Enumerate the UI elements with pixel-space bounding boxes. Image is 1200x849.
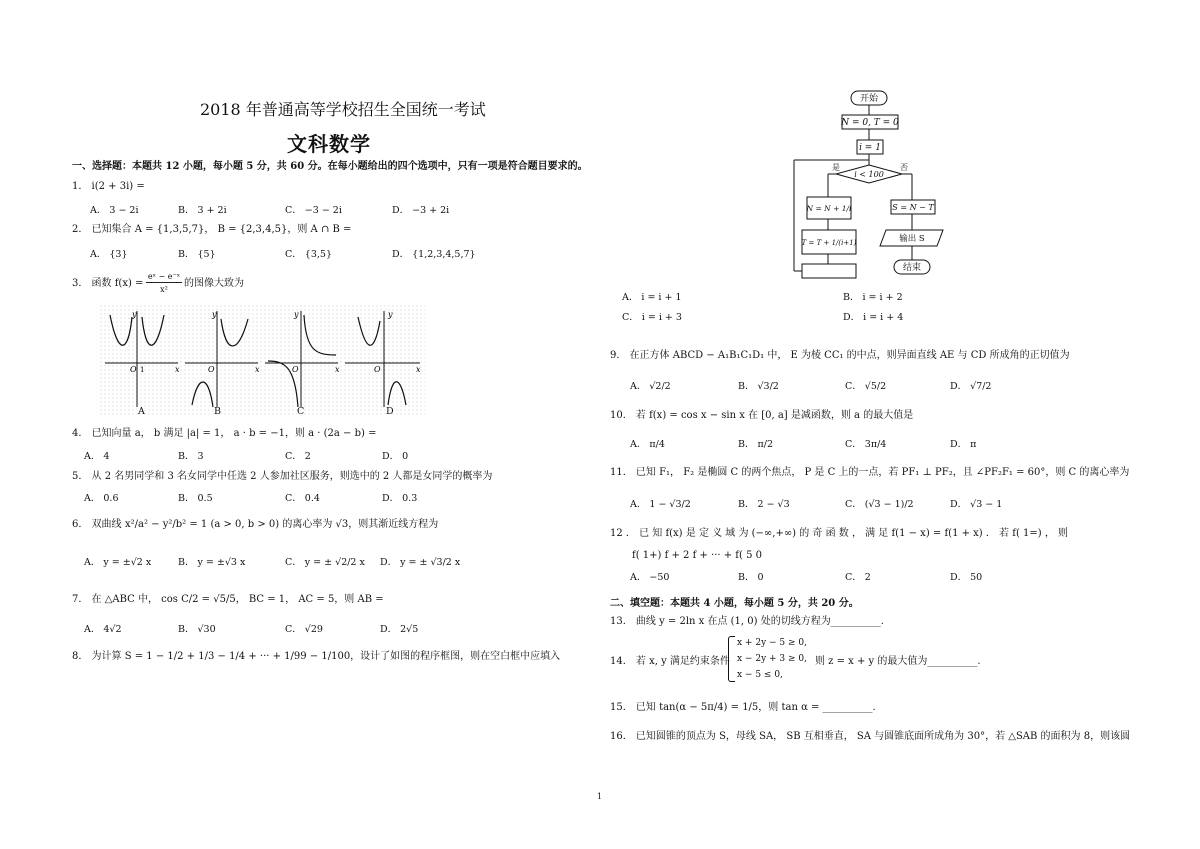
q5-option-b: B． 0.5	[178, 493, 213, 504]
section-fill-heading: 二、填空题：本题共 4 小题，每小题 5 分，共 20 分。	[610, 598, 859, 609]
question-14-lead: 14． 若 x, y 满足约束条件	[610, 656, 730, 667]
q7-option-d: D． 2√5	[380, 624, 419, 635]
page-number: 1	[597, 792, 603, 801]
graph-a-one: 1	[140, 366, 145, 374]
graph-c-origin: O	[292, 365, 299, 374]
graph-a-y-label: y	[132, 310, 137, 319]
q3-label-b: B	[214, 406, 221, 417]
question-16: 16． 已知圆锥的顶点为 S，母线 SA， SB 互相垂直， SA 与圆锥底面所成角为 30°，若 △SAB 的面积为 8，则该圆	[610, 731, 1131, 742]
graph-b-origin: O	[208, 365, 215, 374]
q8-option-d: D． i = i + 4	[843, 312, 904, 323]
q11-option-d: D． √3 − 1	[950, 499, 1003, 510]
question-1: 1． i(2 + 3i) =	[72, 181, 145, 192]
question-4: 4． 已知向量 a， b 满足 |a| = 1， a · b = −1，则 a · (2a − b) =	[72, 428, 377, 439]
question-13: 13． 曲线 y = 2ln x 在点 (1, 0) 处的切线方程为__________.	[610, 616, 884, 627]
q1-option-d: D． −3 + 2i	[392, 205, 450, 216]
q1-option-c: C． −3 − 2i	[285, 205, 342, 216]
q8-option-c: C． i = i + 3	[622, 312, 682, 323]
q11-option-c: C． (√3 − 1)/2	[845, 499, 914, 510]
q9-option-a: A． √2/2	[630, 381, 671, 392]
question-14-tail: 则 z = x + y 的最大值为__________.	[815, 656, 981, 667]
q8-option-b: B． i = i + 2	[843, 292, 903, 303]
q3-label-c: C	[297, 406, 305, 417]
q6-option-c: C． y = ± √2/2 x	[285, 557, 365, 568]
question-9: 9． 在正方体 ABCD − A₁B₁C₁D₁ 中， E 为棱 CC₁ 的中点，则异面直线 AE 与 CD 所成角的正切值为	[610, 350, 1070, 361]
q12-option-b: B． 0	[738, 572, 764, 583]
flow-end: 结束	[902, 263, 922, 273]
q14-constraint-2: x − 2y + 3 ≥ 0,	[737, 654, 807, 664]
q2-option-b: B． {5}	[178, 249, 216, 260]
flow-no-label: 否	[900, 163, 908, 172]
graph-c-y-label: y	[294, 310, 299, 319]
question-3-lead: 3． 函数 f(x) =	[72, 278, 144, 289]
flow-start: 开始	[859, 94, 879, 104]
flow-init: N = 0, T = 0	[841, 118, 899, 128]
graph-b-y-label: y	[212, 310, 217, 319]
q2-option-c: C． {3,5}	[285, 249, 332, 260]
question-5: 5． 从 2 名男同学和 3 名女同学中任选 2 人参加社区服务，则选中的 2 人都是女同学的概率为	[72, 471, 493, 482]
question-6-tail: x²/a² − y²/b² = 1 (a > 0, b > 0) 的离心率为 √3，则其渐近线方程为	[125, 519, 439, 530]
q3-label-a: A	[138, 406, 145, 417]
question-3-tail: 的图像大致为	[184, 278, 244, 289]
graph-c-x-label: x	[335, 365, 340, 374]
graph-d-y-label: y	[388, 310, 393, 319]
q4-option-b: B． 3	[178, 451, 204, 462]
q14-brace	[728, 636, 735, 682]
q11-option-b: B． 2 − √3	[738, 499, 790, 510]
section-choice-heading: 一、选择题：本题共 12 小题，每小题 5 分，共 60 分。在每小题给出的四个选项中，只有一项是符合题目要求的。	[72, 161, 588, 172]
q5-option-d: D． 0.3	[382, 493, 418, 504]
flow-n-update: N = N + 1/i	[806, 204, 852, 213]
flow-condition: i < 100	[854, 170, 884, 179]
graph-d-origin: O	[374, 365, 381, 374]
question-15: 15． 已知 tan(α − 5π/4) = 1/5，则 tan α = __________.	[610, 702, 876, 713]
q4-option-d: D． 0	[382, 451, 409, 462]
q9-option-c: C． √5/2	[845, 381, 887, 392]
flow-output: 输出 S	[899, 234, 925, 244]
question-11: 11． 已知 F₁， F₂ 是椭圆 C 的两个焦点， P 是 C 上的一点，若 PF₁ ⊥ PF₂，且 ∠PF₂F₁ = 60°，则 C 的离心率为	[610, 467, 1130, 478]
q6-option-d: D． y = ± √3/2 x	[380, 557, 461, 568]
q7-option-b: B． √30	[178, 624, 216, 635]
question-2: 2． 已知集合 A = {1,3,5,7}， B = {2,3,4,5}，则 A ∩ B =	[72, 224, 352, 235]
question-7: 7． 在 △ABC 中， cos C/2 = √5/5， BC = 1， AC = 5，则 AB =	[72, 594, 384, 605]
q7-option-c: C． √29	[285, 624, 323, 635]
q14-constraint-3: x − 5 ≤ 0,	[737, 670, 783, 680]
q6-option-b: B． y = ±√3 x	[178, 557, 246, 568]
graph-a-x-label: x	[175, 365, 180, 374]
graph-b-x-label: x	[255, 365, 260, 374]
q9-option-d: D． √7/2	[950, 381, 992, 392]
q11-option-a: A． 1 − √3/2	[630, 499, 691, 510]
q12-option-d: D． 50	[950, 572, 983, 583]
q10-option-b: B． π/2	[738, 439, 773, 450]
q2-option-d: D． {1,2,3,4,5,7}	[392, 249, 476, 260]
q1-option-a: A． 3 − 2i	[90, 205, 139, 216]
q10-option-d: D． π	[950, 439, 977, 450]
q2-option-a: A． {3}	[90, 249, 128, 260]
question-12-line2: f( 1+) f + 2 f + ··· + f( 5 0	[632, 550, 762, 561]
q1-option-b: B． 3 + 2i	[178, 205, 227, 216]
flow-t-update: T = T + 1/(i+1)	[801, 239, 857, 247]
question-8: 8． 为计算 S = 1 − 1/2 + 1/3 − 1/4 + ··· + 1/99 − 1/100，设计了如图的程序框图，则在空白框中应填入	[72, 651, 561, 662]
q4-option-a: A． 4	[84, 451, 110, 462]
graph-d-x-label: x	[416, 365, 421, 374]
q3-fraction-numerator: eˣ − e⁻ˣ	[147, 272, 181, 281]
flow-s-compute: S = N − T	[892, 203, 934, 212]
q5-option-a: A． 0.6	[84, 493, 119, 504]
q3-label-d: D	[386, 406, 394, 417]
question-10: 10． 若 f(x) = cos x − sin x 在 [0, a] 是减函数，则 a 的最大值是	[610, 410, 914, 421]
q8-option-a: A． i = i + 1	[622, 292, 682, 303]
subject-title: 文科数学	[287, 132, 371, 156]
q10-option-a: A． π/4	[630, 439, 665, 450]
q12-option-c: C． 2	[845, 572, 871, 583]
flow-i-init: i = 1	[859, 143, 881, 153]
q3-graph-panel	[100, 305, 425, 417]
q12-option-a: A． −50	[630, 572, 670, 583]
q4-option-c: C． 2	[285, 451, 311, 462]
question-12: 12 ． 已 知 f(x) 是 定 义 域 为 (−∞,+∞) 的 奇 函 数 ， 满 足 f(1 − x) = f(1 + x) ． 若 f( 1=) ， 则	[610, 528, 1069, 539]
exam-title: 2018 年普通高等学校招生全国统一考试	[200, 100, 486, 119]
q5-option-c: C． 0.4	[285, 493, 320, 504]
q7-option-a: A． 4√2	[84, 624, 122, 635]
q6-option-a: A． y = ±√2 x	[84, 557, 152, 568]
q10-option-c: C． 3π/4	[845, 439, 887, 450]
program-flowchart	[790, 88, 960, 286]
q14-constraint-1: x + 2y − 5 ≥ 0,	[737, 638, 807, 648]
flow-yes-label: 是	[832, 163, 840, 172]
question-6-lead: 6． 双曲线	[72, 519, 122, 530]
q3-fraction-denominator: x²	[160, 285, 168, 294]
q9-option-b: B． √3/2	[738, 381, 779, 392]
graph-a-origin: O	[130, 365, 137, 374]
